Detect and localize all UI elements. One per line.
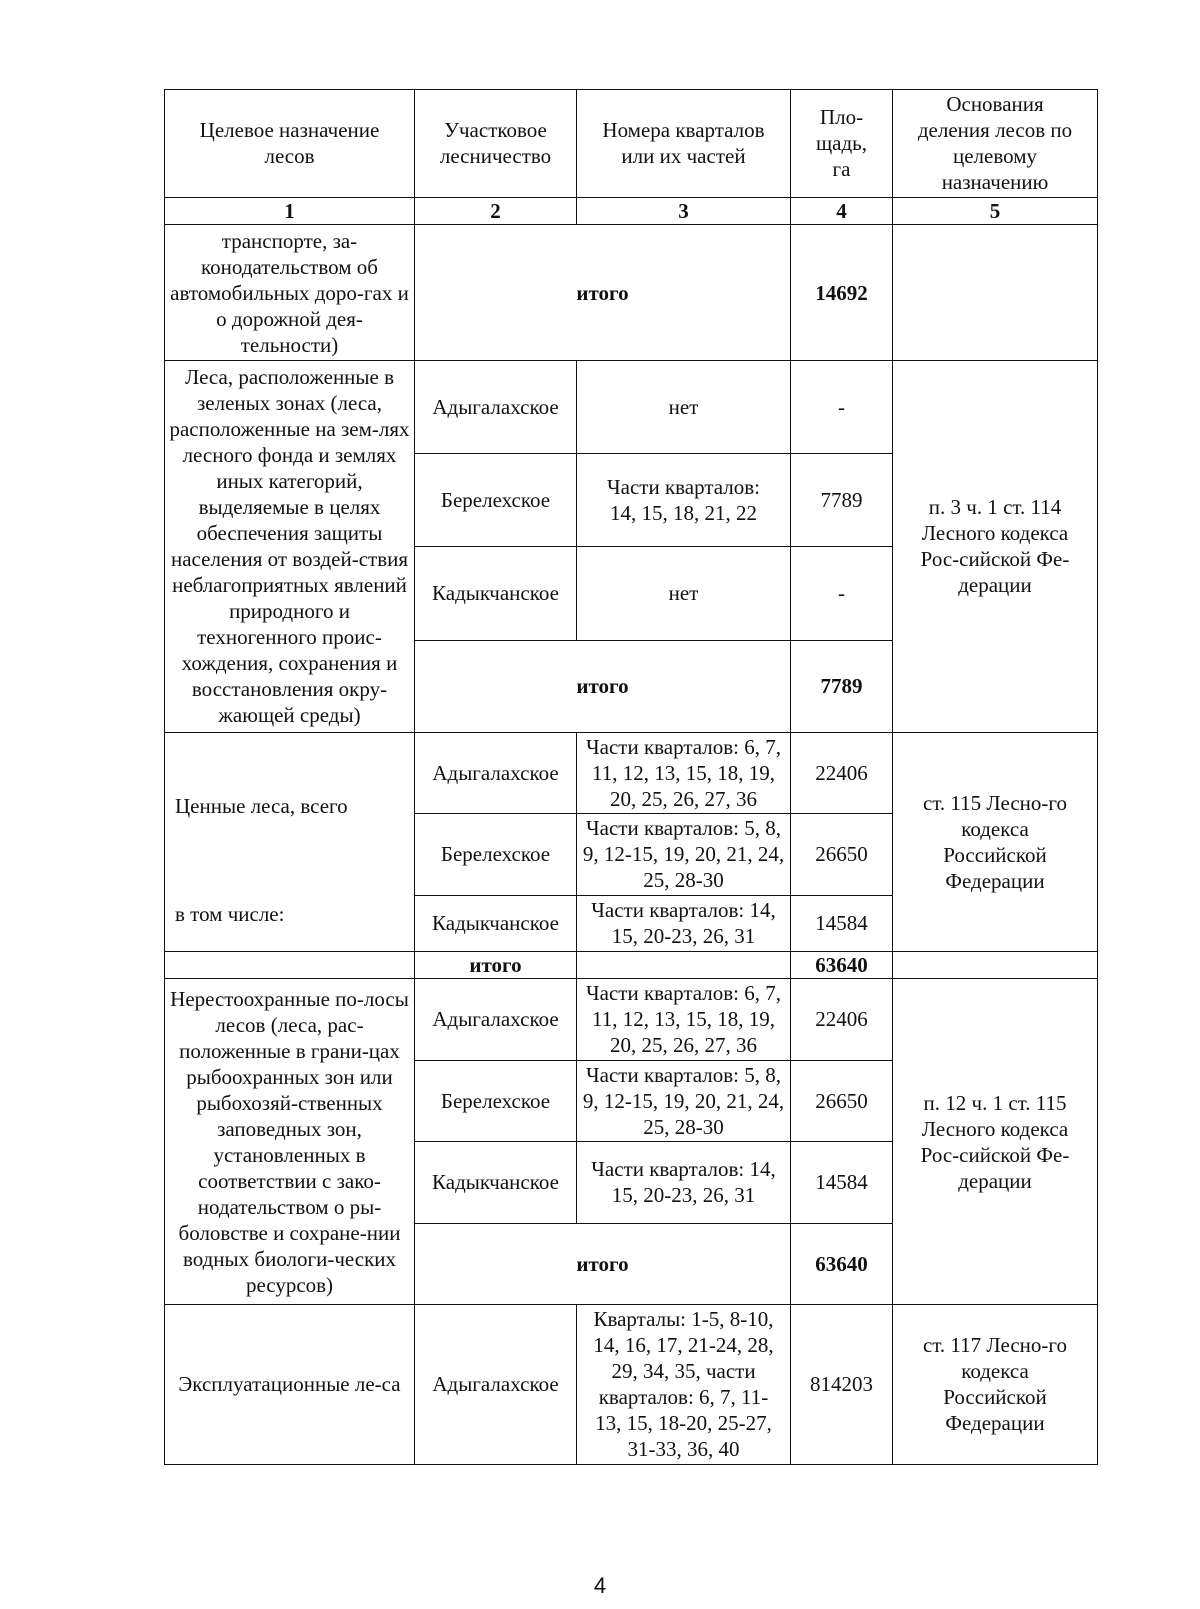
area-cell: - <box>791 360 893 453</box>
header-district: Участковое лесничество <box>415 90 577 198</box>
district-cell: Кадыкчанское <box>415 547 577 640</box>
district-cell: Адыгалахское <box>415 979 577 1060</box>
total-area: 63640 <box>791 1223 893 1304</box>
quarters-cell: нет <box>577 360 791 453</box>
total-label: итого <box>415 1223 791 1304</box>
area-cell: 26650 <box>791 1060 893 1141</box>
table-row <box>165 360 1098 453</box>
district-cell: Адыгалахское <box>415 1304 577 1464</box>
forest-designation-table <box>164 89 1098 1465</box>
district-cell: Берелехское <box>415 814 577 895</box>
quarters-cell: Части кварталов: 6, 7, 11, 12, 13, 15, 18, 19, 20, 25, 26, 27, 36 <box>577 979 791 1060</box>
table-row <box>165 225 1098 360</box>
district-cell: Берелехское <box>415 1060 577 1141</box>
basis-cell: п. 12 ч. 1 ст. 115 Лесного кодекса Рос-сийской Фе-дерации <box>893 979 1098 1305</box>
table-row <box>165 1304 1098 1464</box>
page-number: 4 <box>593 1573 607 1598</box>
header-purpose: Целевое назначение лесов <box>165 90 415 198</box>
header-basis: Основания деления лесов по целевому назначению <box>893 90 1098 198</box>
header-area: Пло-щадь, га <box>791 90 893 198</box>
basis-cell <box>893 951 1098 979</box>
purpose-total-label: Ценные леса, всего <box>175 793 348 818</box>
purpose-cell: Эксплуатационные ле-са <box>165 1304 415 1464</box>
quarters-cell: Части кварталов: 6, 7, 11, 12, 13, 15, 18, 19, 20, 25, 26, 27, 36 <box>577 732 791 813</box>
column-number: 4 <box>791 197 893 225</box>
district-cell: Адыгалахское <box>415 360 577 453</box>
area-cell: - <box>791 547 893 640</box>
column-number: 5 <box>893 197 1098 225</box>
total-label: итого <box>415 951 577 979</box>
column-number: 2 <box>415 197 577 225</box>
purpose-cell: Леса, расположенные в зеленых зонах (леса, расположенные на зем-лях лесного фонда и землях иных категорий, выделяемые в целях обеспечения защиты населения от воздей-ствия неблагоприятных явлений природного и техногенного проис-хождения, сохранения и восстановления окру-жающей среды) <box>165 360 415 732</box>
quarters-cell: Части кварталов: 5, 8, 9, 12-15, 19, 20, 21, 24, 25, 28-30 <box>577 1060 791 1141</box>
total-area: 7789 <box>791 640 893 732</box>
area-cell: 26650 <box>791 814 893 895</box>
column-number-row <box>165 197 1098 225</box>
quarters-cell <box>577 951 791 979</box>
quarters-cell: Части кварталов: 14, 15, 18, 21, 22 <box>577 454 791 547</box>
area-cell: 14584 <box>791 895 893 951</box>
district-cell: Кадыкчанское <box>415 1142 577 1223</box>
area-cell: 814203 <box>791 1304 893 1464</box>
basis-cell: ст. 115 Лесно-го кодекса Российской Федерации <box>893 732 1098 951</box>
quarters-cell: Кварталы: 1-5, 8-10, 14, 16, 17, 21-24, 28, 29, 34, 35, части кварталов: 6, 7, 11-13, 15, 18-20, 25-27, 31-33, 36, 40 <box>577 1304 791 1464</box>
total-label: итого <box>415 225 791 360</box>
purpose-cell: Нерестоохранные по-лосы лесов (леса, рас-положенные в грани-цах рыбоохранных зон или рыбохозяй-ственных заповедных зон, установленных в соответствии с зако-нодательством о ры-боловстве и сохране-нии водных биологи-ческих ресурсов) <box>165 979 415 1305</box>
quarters-cell: Части кварталов: 5, 8, 9, 12-15, 19, 20, 21, 24, 25, 28-30 <box>577 814 791 895</box>
column-number: 1 <box>165 197 415 225</box>
basis-cell: п. 3 ч. 1 ст. 114 Лесного кодекса Рос-сийской Фе-дерации <box>893 360 1098 732</box>
table-row <box>165 979 1098 1060</box>
basis-cell <box>893 225 1098 360</box>
purpose-cell: транспорте, за-конодательством об автомобильных доро-гах и о дорожной дея-тельности) <box>165 225 415 360</box>
basis-cell: ст. 117 Лесно-го кодекса Российской Федерации <box>893 1304 1098 1464</box>
total-area: 14692 <box>791 225 893 360</box>
header-quarters: Номера кварталов или их частей <box>577 90 791 198</box>
total-area: 63640 <box>791 951 893 979</box>
purpose-including-label: в том числе: <box>175 901 285 926</box>
header-row <box>165 90 1098 198</box>
total-label: итого <box>415 640 791 732</box>
table-row <box>165 951 1098 979</box>
district-cell: Адыгалахское <box>415 732 577 813</box>
area-cell: 22406 <box>791 979 893 1060</box>
area-cell: 7789 <box>791 454 893 547</box>
purpose-cell <box>165 951 415 979</box>
quarters-cell: нет <box>577 547 791 640</box>
district-cell: Кадыкчанское <box>415 895 577 951</box>
area-cell: 14584 <box>791 1142 893 1223</box>
table-row <box>165 732 1098 813</box>
area-cell: 22406 <box>791 732 893 813</box>
purpose-cell <box>165 732 415 951</box>
quarters-cell: Части кварталов: 14, 15, 20-23, 26, 31 <box>577 895 791 951</box>
district-cell: Берелехское <box>415 454 577 547</box>
column-number: 3 <box>577 197 791 225</box>
quarters-cell: Части кварталов: 14, 15, 20-23, 26, 31 <box>577 1142 791 1223</box>
